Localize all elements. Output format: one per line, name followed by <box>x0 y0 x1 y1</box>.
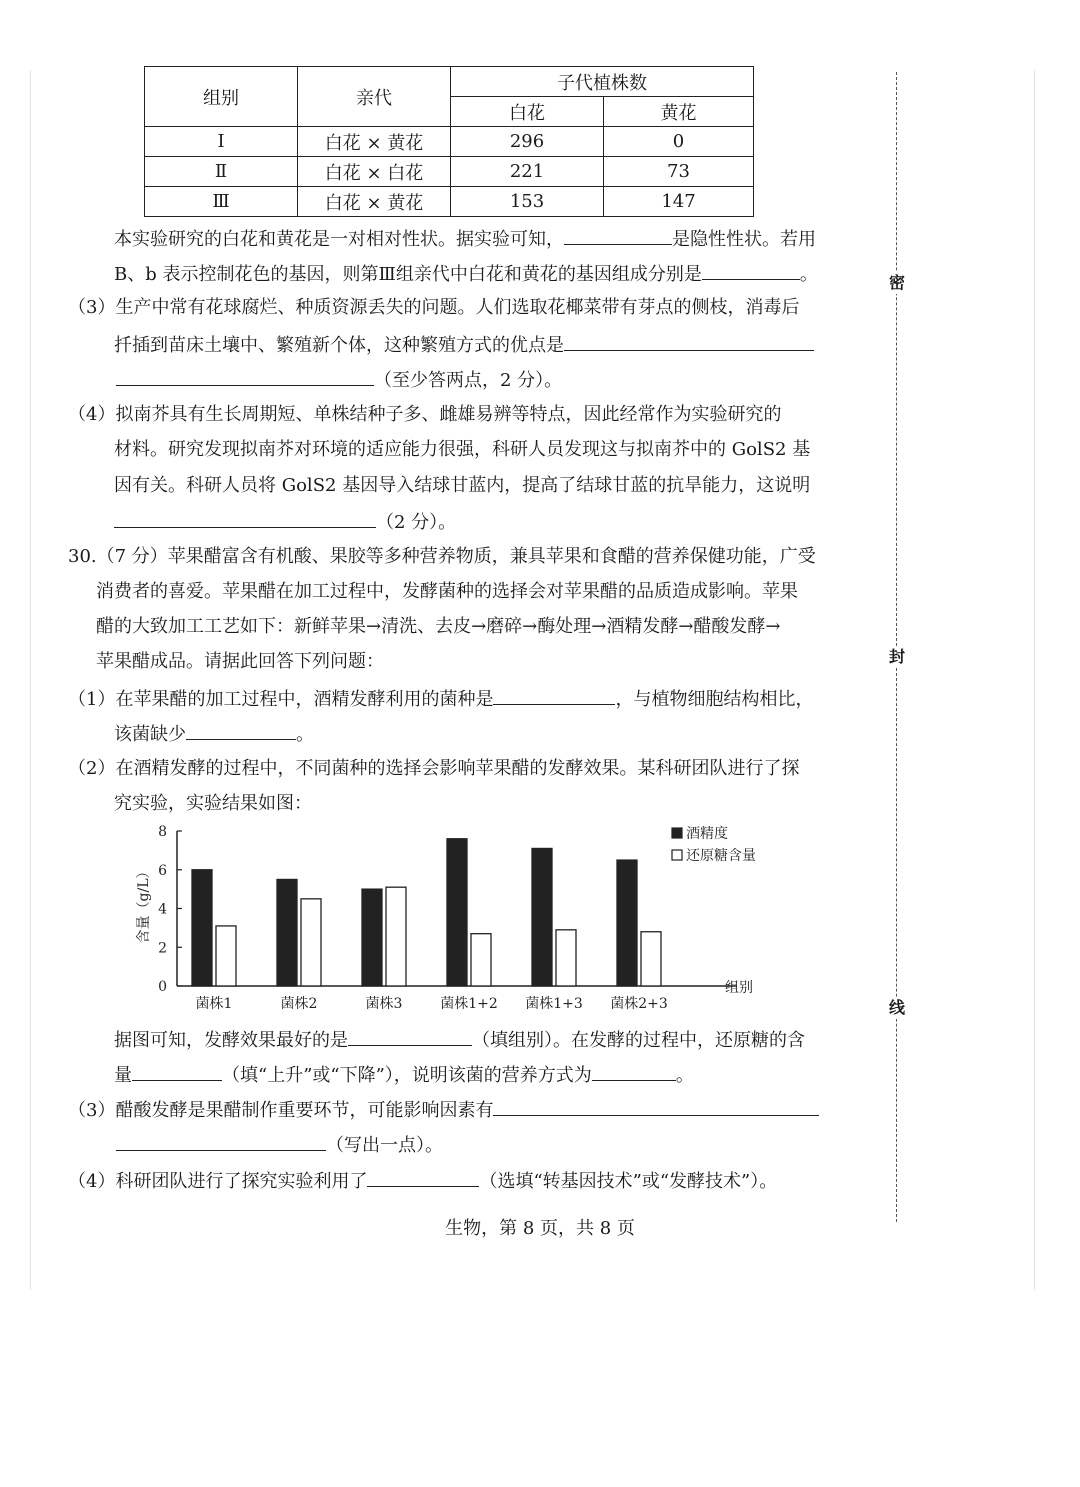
s1-line1-text-b: ，与植物细胞结构相比， <box>615 689 814 710</box>
legend-swatch <box>672 828 682 838</box>
legend-swatch <box>672 850 682 860</box>
table-cell-white: 153 <box>451 187 604 217</box>
y-tick-label: 0 <box>158 979 167 995</box>
q2-line2 <box>114 261 818 287</box>
binding-mark-feng: 封 <box>886 646 908 668</box>
s3-line1 <box>68 1097 819 1123</box>
fermentation-bar-chart <box>120 816 820 1016</box>
legend-label: 酒精度 <box>686 826 728 842</box>
table-cell-white: 296 <box>451 127 604 157</box>
table-row <box>145 127 754 157</box>
influencing-factor-blank-1[interactable] <box>493 1097 819 1116</box>
bar-sugar <box>471 934 491 986</box>
table-cell-group: Ⅲ <box>145 187 298 217</box>
s2b-line1-text-b: （填组别）。在发酵的过程中，还原糖的含 <box>472 1030 805 1051</box>
missing-structure-blank[interactable] <box>186 721 296 740</box>
s2b-line2-text-a: 量 <box>114 1065 132 1086</box>
bar-alcohol <box>277 879 297 986</box>
table-cell-group: Ⅱ <box>145 157 298 187</box>
s2-line1: （2）在酒精发酵的过程中，不同菌种的选择会影响苹果醋的发酵效果。某科研团队进行了探 <box>68 758 800 779</box>
x-tick-label: 菌株1 <box>195 996 233 1012</box>
influencing-factor-blank-2[interactable] <box>116 1132 326 1151</box>
bar-alcohol <box>192 870 212 986</box>
s1-line2-text-a: 该菌缺少 <box>114 724 186 745</box>
genotype-blank[interactable] <box>702 261 800 280</box>
table-row <box>145 187 754 217</box>
s1-line2-text-b: 。 <box>296 724 314 745</box>
q3-line3 <box>116 367 562 393</box>
q3-line1: （3）生产中常有花球腐烂、种质资源丢失的问题。人们选取花椰菜带有芽点的侧枝，消毒后 <box>68 297 800 318</box>
bar-alcohol <box>447 839 467 986</box>
bar-sugar <box>301 899 321 986</box>
s2b-line2 <box>114 1062 694 1088</box>
s2b-line2-text-c: 。 <box>675 1065 694 1086</box>
s1-line1 <box>68 686 813 712</box>
s1-line2 <box>114 721 314 747</box>
table-header-offspring: 子代植株数 <box>451 67 754 97</box>
x-tick-label: 菌株3 <box>365 996 403 1012</box>
recessive-trait-blank[interactable] <box>564 226 672 245</box>
y-tick-label: 4 <box>158 901 167 918</box>
y-tick-label: 2 <box>158 940 167 957</box>
q30-line3: 醋的大致加工工艺如下：新鲜苹果→清洗、去皮→磨碎→酶处理→酒精发酵→醋酸发酵→ <box>96 616 781 637</box>
s3-line2 <box>116 1132 443 1158</box>
bar-sugar <box>216 926 236 986</box>
s1-line1-text-a: （1）在苹果醋的加工过程中，酒精发酵利用的菌种是 <box>68 689 494 710</box>
scan-edge-left <box>30 70 31 1290</box>
q30-line2: 消费者的喜爱。苹果醋在加工过程中，发酵菌种的选择会对苹果醋的品质造成影响。苹果 <box>96 581 798 602</box>
q30-line1: 30.（7 分）苹果醋富含有机酸、果胶等多种营养物质，兼具苹果和食醋的营养保健功能，广受 <box>68 546 816 567</box>
table-cell-parents: 白花 × 白花 <box>298 157 451 187</box>
binding-mark-mi: 密 <box>886 272 908 294</box>
propagation-advantage-blank-2[interactable] <box>116 367 374 386</box>
s4-line1 <box>68 1168 777 1194</box>
bar-sugar <box>641 932 661 986</box>
table-header-parents: 亲代 <box>298 67 451 127</box>
table-header-white: 白花 <box>451 97 604 127</box>
table-cell-parents: 白花 × 黄花 <box>298 127 451 157</box>
q2-line1-text-b: 是隐性性状。若用 <box>672 229 816 250</box>
bar-alcohol <box>362 889 382 986</box>
bar-alcohol <box>617 860 637 986</box>
x-tick-label: 菌株1+3 <box>525 996 583 1012</box>
best-group-blank[interactable] <box>348 1027 472 1046</box>
cross-results-table <box>144 66 754 217</box>
bar-alcohol <box>532 848 552 986</box>
s4-line1-text-a: （4）科研团队进行了探究实验利用了 <box>68 1171 368 1192</box>
q4-line1: （4）拟南芥具有生长周期短、单株结种子多、雌雄易辨等特点，因此经常作为实验研究的 <box>68 404 782 425</box>
table-row <box>145 157 754 187</box>
q4-line3: 因有关。科研人员将 GolS2 基因导入结球甘蓝内，提高了结球甘蓝的抗旱能力，这说明 <box>114 475 811 496</box>
s2-line2: 究实验，实验结果如图： <box>114 793 312 814</box>
y-tick-label: 8 <box>158 824 167 840</box>
x-tick-label: 菌株1+2 <box>440 996 498 1012</box>
page-footer: 生物，第 8 页，共 8 页 <box>445 1218 635 1239</box>
table-header-group: 组别 <box>145 67 298 127</box>
sugar-trend-blank[interactable] <box>132 1062 222 1081</box>
y-axis-label: 含量（g/L） <box>136 864 152 944</box>
q2-line1 <box>114 226 816 252</box>
nutrition-mode-blank[interactable] <box>592 1062 676 1081</box>
bar-sugar <box>386 887 406 986</box>
x-tick-label: 菌株2+3 <box>610 996 668 1012</box>
q2-line2-text-b: 。 <box>799 264 818 285</box>
s3-line2-text: （写出一点）。 <box>326 1135 443 1156</box>
x-axis-label: 组别 <box>725 980 753 996</box>
s3-line1-text: （3）醋酸发酵是果醋制作重要环节，可能影响因素有 <box>68 1100 494 1121</box>
s2b-line1 <box>114 1027 805 1053</box>
s2b-line2-text-b: （填“上升”或“下降”），说明该菌的营养方式为 <box>222 1065 592 1086</box>
scan-edge-right <box>1034 70 1035 1290</box>
q4-line2: 材料。研究发现拟南芥对环境的适应能力很强，科研人员发现这与拟南芥中的 GolS2 基 <box>114 439 811 460</box>
x-tick-label: 菌株2 <box>280 996 318 1012</box>
table-cell-yellow: 0 <box>604 127 754 157</box>
yeast-species-blank[interactable] <box>493 686 615 705</box>
table-cell-parents: 白花 × 黄花 <box>298 187 451 217</box>
table-cell-yellow: 73 <box>604 157 754 187</box>
bar-sugar <box>556 930 576 986</box>
q3-line2 <box>114 332 814 358</box>
legend-label: 还原糖含量 <box>686 848 756 864</box>
table-cell-white: 221 <box>451 157 604 187</box>
s4-line1-text-b: （选填“转基因技术”或“发酵技术”）。 <box>479 1171 778 1192</box>
propagation-advantage-blank-1[interactable] <box>564 332 814 351</box>
y-tick-label: 6 <box>158 862 167 879</box>
table-cell-yellow: 147 <box>604 187 754 217</box>
q2-line2-text-a: B、b 表示控制花色的基因，则第Ⅲ组亲代中白花和黄花的基因组成分别是 <box>114 264 702 285</box>
technique-blank[interactable] <box>367 1168 479 1187</box>
binding-mark-xian: 线 <box>886 997 908 1019</box>
q30-line4: 苹果醋成品。请据此回答下列问题： <box>96 651 384 672</box>
q4-line4-text: （2 分）。 <box>376 512 457 533</box>
table-cell-group: Ⅰ <box>145 127 298 157</box>
s2b-line1-text-a: 据图可知，发酵效果最好的是 <box>114 1030 348 1051</box>
table-header-yellow: 黄花 <box>604 97 754 127</box>
q2-line1-text-a: 本实验研究的白花和黄花是一对相对性状。据实验可知， <box>114 229 564 250</box>
q3-line2-text: 扦插到苗床土壤中、繁殖新个体，这种繁殖方式的优点是 <box>114 335 564 356</box>
q3-line3-text: （至少答两点，2 分）。 <box>374 370 563 391</box>
gene-function-blank[interactable] <box>114 509 376 528</box>
q4-line4 <box>114 509 456 535</box>
